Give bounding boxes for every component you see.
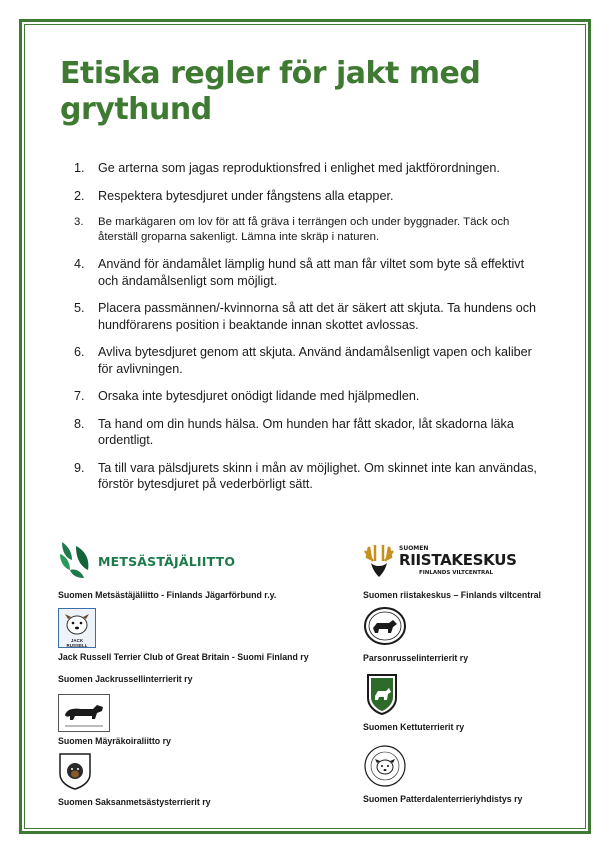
document-title: Etiska regler för jakt med grythund — [60, 56, 481, 127]
rule-text: Ta hand om din hunds hälsa. Om hunden har fått skador, låt skadorna läka ordentligt. — [98, 416, 514, 447]
rule-text: Placera passmännen/-kvinnorna så att det är säkert att skjuta. Ta hundens och hundförarens position i beaktande innan skottet avlossas. — [98, 301, 537, 332]
parson-terrier-emblem-icon — [363, 606, 407, 646]
rule-item — [74, 160, 544, 177]
rule-text: Ta till vara pälsdjurets skinn i mån av möjlighet. Om skinnet inte kan användas, förstör bytesdjuret på vederbörligt sätt. — [98, 460, 537, 491]
rule-text: Använd för ändamålet lämplig hund så att man får viltet som byte så effektivt och ändamålsenligt som möjligt. — [98, 257, 525, 288]
saksan-logo — [58, 752, 92, 790]
dachshund-icon — [59, 695, 109, 731]
rule-number: 3. — [74, 216, 84, 228]
riistakeskus-top-label: SUOMEN — [399, 545, 429, 552]
rule-item — [74, 388, 544, 405]
rule-text: Ge arterna som jagas reproduktionsfred i enlighet med jaktförordningen. — [98, 161, 500, 175]
rule-item — [74, 300, 544, 333]
rule-item — [74, 460, 544, 493]
riistakeskus-sub-label: FINLANDS VILTCENTRAL — [419, 570, 494, 576]
mayra-caption: Suomen Mäyräkoiraliitto ry — [58, 736, 171, 746]
mayra-logo — [58, 694, 110, 732]
rule-number: 2. — [74, 188, 85, 203]
rule-number: 4. — [74, 257, 85, 271]
antler-emblem-icon — [363, 543, 395, 579]
rules-list — [74, 160, 544, 504]
metsastajaliitto-logo — [58, 540, 236, 582]
leaf-emblem-icon — [58, 540, 94, 580]
rule-text: Be markägaren om lov för att få gräva i terrängen och under byggnader. Täck och återställ groparna sakenligt. Lämna inte skräp i naturen. — [98, 216, 510, 243]
parson-logo — [363, 606, 407, 646]
rule-item — [74, 416, 544, 449]
saksan-caption: Suomen Saksanmetsästysterrierit ry — [58, 797, 211, 807]
rule-text: Respektera bytesdjuret under fångstens alla etapper. — [98, 188, 394, 203]
kettu-logo — [365, 672, 399, 716]
rule-item — [74, 188, 544, 205]
rule-text: Avliva bytesdjuret genom att skjuta. Använd ändamålsenligt vapen och kaliber för avlivningen. — [98, 345, 532, 376]
metsastajaliitto-caption: Suomen Metsästäjäliitto - Finlands Jägarförbund r.y. — [58, 590, 277, 600]
terrier-head-icon — [60, 611, 95, 637]
kettu-caption: Suomen Kettuterrierit ry — [363, 722, 465, 732]
rule-number: 5. — [74, 301, 85, 315]
riistakeskus-caption: Suomen riistakeskus – Finlands viltcentral — [363, 590, 541, 600]
rule-number: 9. — [74, 460, 85, 475]
rule-item — [74, 215, 544, 245]
rule-number: 1. — [74, 161, 85, 175]
parson-caption: Parsonrusselinterrierit ry — [363, 653, 469, 663]
jrtc-caption: Jack Russell Terrier Club of Great Britain - Suomi Finland ry — [58, 652, 309, 662]
kettu-shield-icon — [365, 672, 399, 716]
rule-item — [74, 344, 544, 377]
rule-item — [74, 256, 544, 289]
patterdale-badge-icon — [363, 744, 407, 788]
metsastajaliitto-wordmark: METSÄSTÄJÄLIITTO — [98, 554, 236, 569]
jrtc-badge-text: JACK RUSSELL — [66, 638, 88, 648]
riistakeskus-wordmark: RIISTAKESKUS — [399, 551, 517, 569]
rule-number: 8. — [74, 416, 85, 431]
saksan-shield-icon — [58, 752, 92, 790]
rule-number: 6. — [74, 345, 85, 359]
jackrussell-fi-caption: Suomen Jackrussellinterrierit ry — [58, 674, 193, 684]
jrtc-logo — [58, 608, 96, 648]
rule-text: Orsaka inte bytesdjuret onödigt lidande med hjälpmedlen. — [98, 389, 420, 403]
riistakeskus-logo — [363, 543, 538, 581]
patterdale-caption: Suomen Patterdalenterrieriyhdistys ry — [363, 794, 523, 804]
rule-number: 7. — [74, 389, 85, 403]
patterdale-logo — [363, 744, 407, 788]
